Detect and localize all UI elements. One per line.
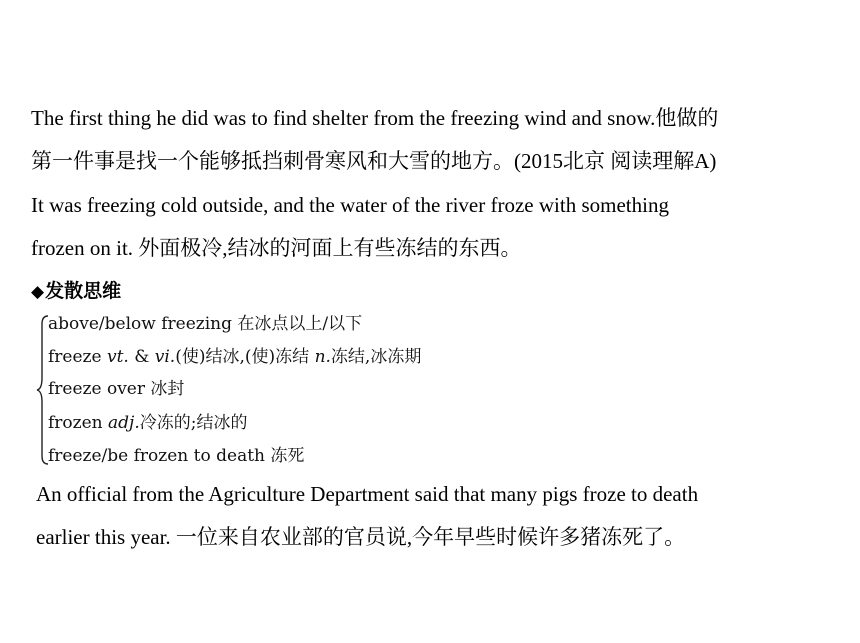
list-item-text: freeze/be frozen to death 冻死 [48,446,305,466]
paragraph1-line2: 第一件事是找一个能够抵挡刺骨寒风和大雪的地方。(2015北京 阅读理解A) [31,149,717,173]
word-family-list [36,312,422,468]
list-item-text: freeze [48,347,107,367]
example-line1: An official from the Agriculture Department said that many pigs froze to death [36,482,699,506]
part-of-speech: vi. [154,347,176,367]
part-of-speech: vt. [106,347,129,367]
list-item-text: 冷冻的;结冰的 [139,413,248,433]
list-item-text: frozen [48,413,109,433]
list-item-freezing [48,313,362,335]
section-heading [31,278,121,305]
diamond-bullet-icon: ◆ [31,282,45,302]
list-item-text: (使)结冰,(使)冻结 [175,347,315,367]
list-item-text: above/below freezing 在冰点以上/以下 [48,314,363,334]
list-item-frozen [48,412,247,434]
list-item-text: freeze over 冰封 [48,379,185,399]
part-of-speech: n. [314,347,331,367]
list-item-text: 冻结,冰冻期 [330,347,422,367]
paragraph2-line2: frozen on it. 外面极冷,结冰的河面上有些冻结的东西。 [31,236,522,260]
section-heading-text: 发散思维 [45,280,122,302]
example-line2: earlier this year. 一位来自农业部的官员说,今年早些时候许多猪冻死了。 [36,525,686,549]
list-item-freeze-over [48,378,184,400]
list-item-freeze-to-death [48,445,304,467]
part-of-speech: adj. [108,413,140,433]
paragraph1-line1: The first thing he did was to find shelter from the freezing wind and snow.他做的 [31,106,719,130]
paragraph2-line1: It was freezing cold outside, and the water of the river froze with something [31,193,669,217]
list-item-freeze [48,346,421,368]
list-item-text: & [128,347,155,367]
